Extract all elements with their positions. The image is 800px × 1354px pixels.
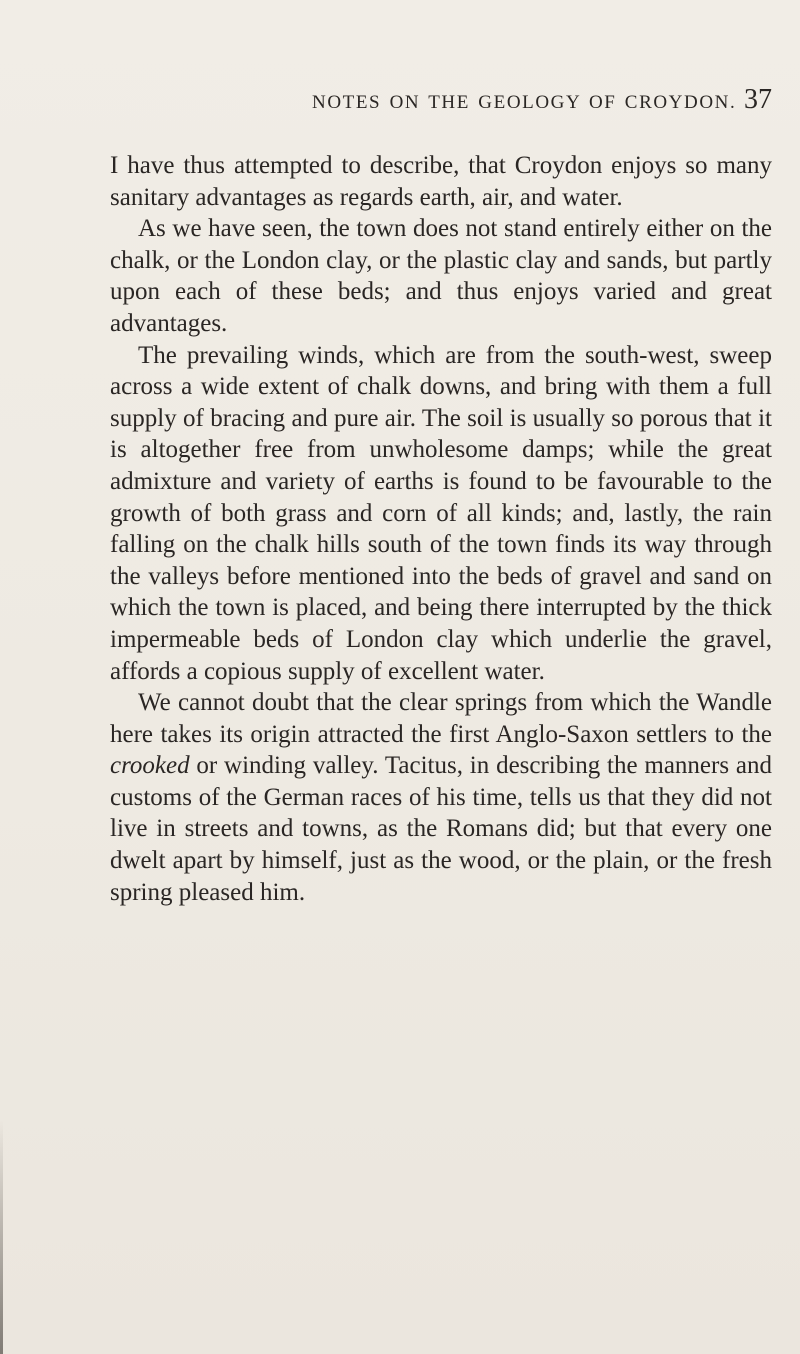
running-title: NOTES ON THE GEOLOGY OF CROYDON. bbox=[312, 92, 737, 113]
paragraph-4-text-a: We cannot doubt that the clear springs from which the Wandle here takes its origin attracted the first Anglo-Saxon settlers to the bbox=[110, 689, 772, 748]
body-text bbox=[110, 150, 772, 908]
paragraph-4 bbox=[110, 687, 772, 908]
paragraph-2: As we have seen, the town does not stand entirely either on the chalk, or the London clay, or the plastic clay and sands, but partly upon each of these beds; and thus enjoys varied and great advantages. bbox=[110, 215, 772, 337]
italic-word-crooked: crooked bbox=[110, 752, 190, 780]
paragraph-3: The prevailing winds, which are from the south-west, sweep across a wide extent of chalk downs, and bring with them a full supply of bracing and pure air. The soil is usually so porous that it is altogether free from unwholesome damps; while the great admixture and variety of earths is found to be favourable to the growth of both grass and corn of all kinds; and, lastly, the rain falling on the chalk hills south of the town finds its way through the valleys before mentioned into the beds of gravel and sand on which the town is placed, and being there interrupted by the thick impermeable beds of London clay which underlie the gravel, affords a copious supply of excellent water. bbox=[110, 341, 772, 685]
running-header bbox=[312, 84, 772, 116]
bleed-through-text bbox=[250, 1050, 790, 1079]
page-edge-shadow bbox=[0, 1120, 3, 1354]
paragraph-1: I have thus attempted to describe, that Croydon enjoys so many sanitary advantages as regards earth, air, and water. bbox=[110, 152, 772, 211]
paragraph-4-text-b: or winding valley. Tacitus, in describing the manners and customs of the German races of his time, tells us that they did not live in streets and towns, as the Romans did; but that every one dwelt apart by himself, just as the wood, or the plain, or the fresh spring pleased him. bbox=[110, 752, 772, 906]
page-number: 37 bbox=[744, 84, 772, 115]
